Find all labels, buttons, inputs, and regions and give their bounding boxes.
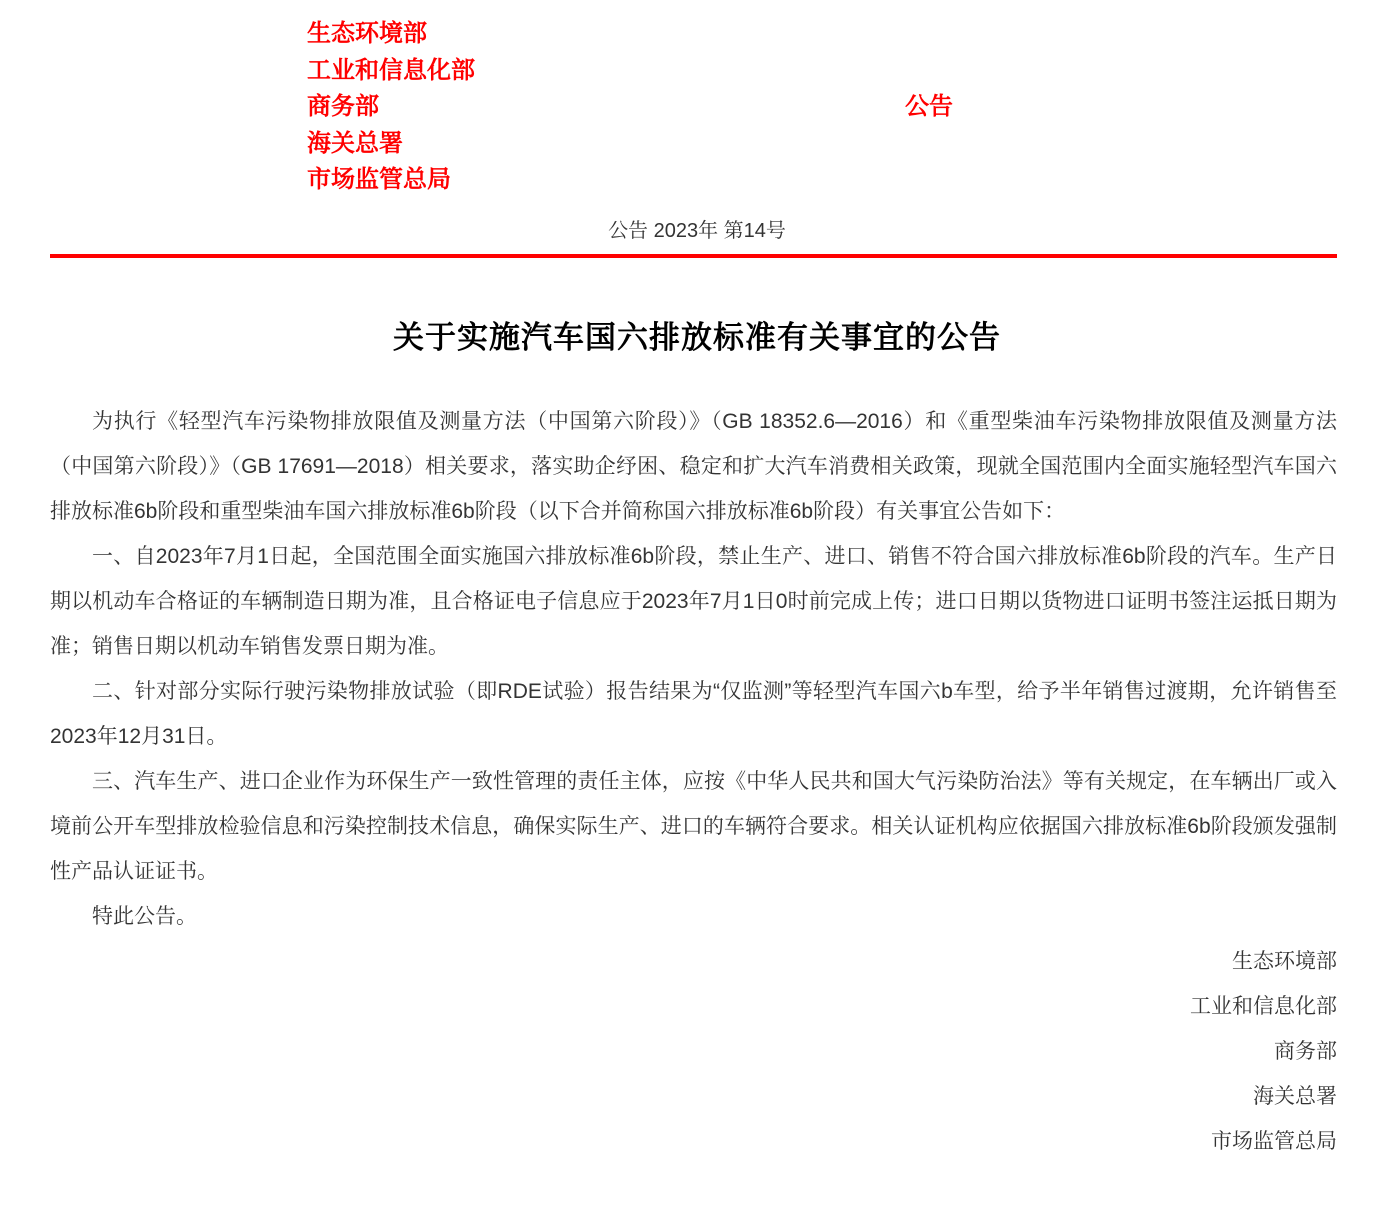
- body-paragraph-item-2: 二、针对部分实际行驶污染物排放试验（即RDE试验）报告结果为“仅监测”等轻型汽车国六b车型，给予半年销售过渡期，允许销售至2023年12月31日。: [50, 680, 1337, 748]
- issuing-departments: [307, 16, 475, 199]
- signature-department: 工业和信息化部: [1190, 995, 1337, 1018]
- doc-number: 公告 2023年 第14号: [608, 220, 786, 242]
- signature-block: [50, 939, 1337, 1164]
- department-name: 工业和信息化部: [307, 56, 475, 84]
- signature-department: 海关总署: [1253, 1085, 1337, 1108]
- signature-department: 商务部: [1274, 1040, 1337, 1063]
- document-body: [50, 399, 1337, 939]
- department-name: 市场监管总局: [307, 166, 451, 193]
- department-name: 商务部: [307, 93, 379, 120]
- body-paragraph-closing: 特此公告。: [92, 905, 197, 928]
- document-header: [0, 0, 1394, 218]
- department-name: 生态环境部: [307, 20, 427, 47]
- signature-department: 市场监管总局: [1211, 1130, 1337, 1153]
- signature-department: 生态环境部: [1232, 950, 1337, 973]
- page-title: 关于实施汽车国六排放标准有关事宜的公告: [393, 320, 1001, 355]
- red-divider: [50, 254, 1337, 258]
- body-paragraph-item-3: 三、汽车生产、进口企业作为环保生产一致性管理的责任主体，应按《中华人民共和国大气污染防治法》等有关规定，在车辆出厂或入境前公开车型排放检验信息和污染控制技术信息，确保实际生产、进口的车辆符合要求。相关认证机构应依据国六排放标准6b阶段颁发强制性产品认证证书。: [50, 770, 1337, 883]
- announcement-label: 公告: [905, 93, 953, 120]
- department-name: 海关总署: [307, 129, 403, 157]
- body-paragraph-item-1: 一、自2023年7月1日起，全国范围全面实施国六排放标准6b阶段，禁止生产、进口、销售不符合国六排放标准6b阶段的汽车。生产日期以机动车合格证的车辆制造日期为准，且合格证电子信息应于2023年7月1日0时前完成上传；进口日期以货物进口证明书签注运抵日期为准；销售日期以机动车销售发票日期为准。: [50, 545, 1337, 658]
- body-paragraph-intro: 为执行《轻型汽车污染物排放限值及测量方法（中国第六阶段）》（GB 18352.6—2016）和《重型柴油车污染物排放限值及测量方法（中国第六阶段）》（GB 17691—2018）相关要求，落实助企纾困、稳定和扩大汽车消费相关政策，现就全国范围内全面实施轻型汽车国六排放标准6b阶段和重型柴油车国六排放标准6b阶段（以下合并简称国六排放标准6b阶段）有关事宜公告如下：: [50, 410, 1337, 523]
